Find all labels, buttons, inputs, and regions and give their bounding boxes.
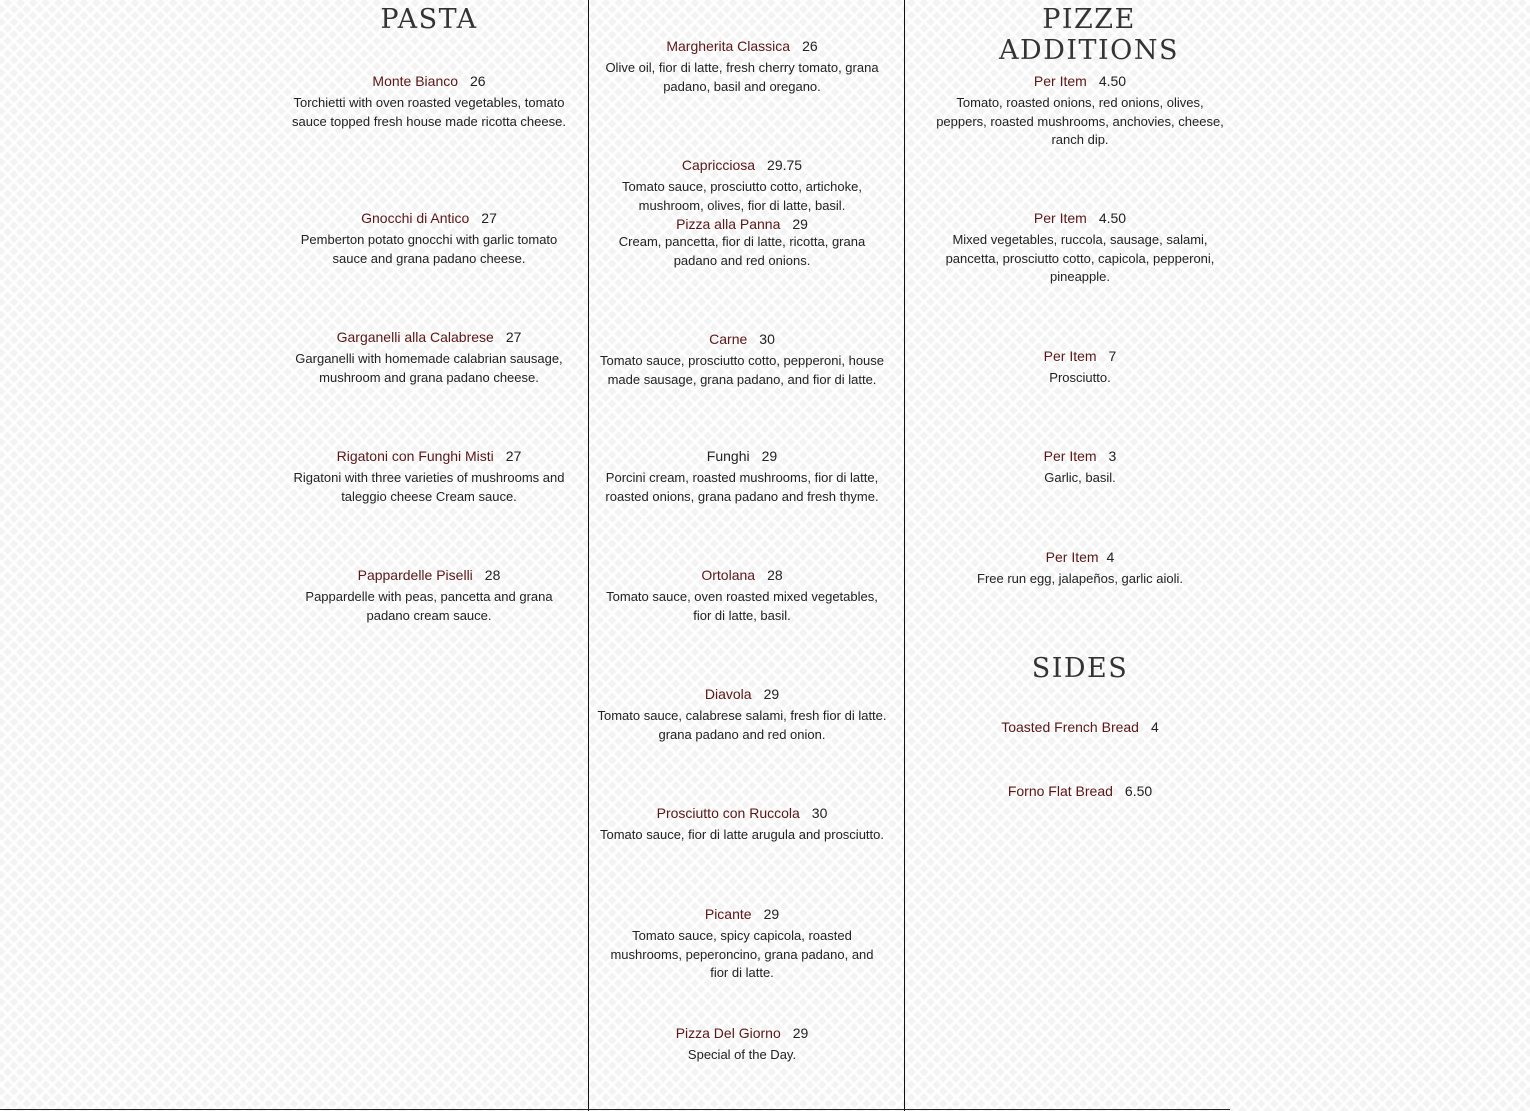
menu-item (930, 72, 1230, 150)
menu-item (288, 566, 570, 625)
menu-item (596, 447, 888, 506)
menu-item (596, 156, 888, 215)
item-price: 4 (1106, 549, 1115, 565)
sides-heading: SIDES (1031, 653, 1129, 684)
item-price: 30 (811, 805, 828, 821)
menu-item (596, 566, 888, 625)
item-name: Gnocchi di Antico (361, 210, 470, 226)
menu-item (930, 447, 1230, 488)
item-description: Tomato sauce, fior di latte arugula and prosciutto. (600, 827, 884, 842)
item-price: 4 (1150, 719, 1159, 735)
item-description: Special of the Day. (687, 1047, 797, 1062)
item-name: Pizza alla Panna (676, 216, 781, 232)
menu-item (596, 215, 888, 270)
item-name: Per Item (1033, 210, 1087, 226)
item-price: 28 (767, 567, 783, 583)
menu-item (288, 72, 570, 131)
menu-item (596, 37, 888, 96)
menu-item (930, 782, 1230, 800)
item-name: Diavola (704, 686, 752, 702)
item-name: Toasted French Bread (1001, 719, 1139, 735)
item-price: 26 (802, 38, 818, 54)
item-description: Tomato sauce, oven roasted mixed vegetables, fior di latte, basil. (606, 589, 878, 623)
item-name: Prosciutto con Ruccola (656, 805, 800, 821)
item-price: 3 (1108, 448, 1117, 464)
item-description: Tomato sauce, prosciutto cotto, artichoke, mushroom, olives, fior di latte, basil. (622, 179, 862, 213)
item-price: 29 (792, 216, 808, 232)
item-description: Garlic, basil. (1044, 470, 1116, 485)
item-description: Free run egg, jalapeños, garlic aioli. (977, 571, 1183, 586)
menu-item (288, 447, 570, 506)
item-description: Olive oil, fior di latte, fresh cherry tomato, grana padano, basil and oregano. (605, 60, 879, 94)
item-name: Per Item (1043, 448, 1097, 464)
item-price: 4.50 (1098, 210, 1127, 226)
item-description: Tomato, roasted onions, red onions, olives, peppers, roasted mushrooms, anchovies, cheese, ranch dip. (936, 95, 1224, 147)
item-description: Tomato sauce, spicy capicola, roasted mushrooms, peperoncino, grana padano, and fior di latte. (610, 928, 874, 980)
item-name: Per Item (1033, 73, 1087, 89)
item-price: 4.50 (1098, 73, 1127, 89)
item-price: 28 (484, 567, 501, 583)
menu-item (930, 718, 1230, 736)
column-divider-left (588, 0, 589, 1111)
item-name: Carne (709, 331, 748, 347)
item-description: Rigatoni with three varieties of mushrooms and taleggio cheese Cream sauce. (293, 470, 565, 504)
menu-item (596, 1024, 888, 1065)
item-description: Mixed vegetables, ruccola, sausage, salami, pancetta, prosciutto cotto, capicola, pepperoni, pineapple. (945, 232, 1215, 284)
item-price: 27 (505, 448, 522, 464)
item-price: 27 (505, 329, 522, 345)
bottom-rule (0, 1109, 1230, 1110)
menu-item (596, 804, 888, 845)
item-name: Pizza Del Giorno (675, 1025, 781, 1041)
item-description: Pappardelle with peas, pancetta and grana padano cream sauce. (305, 589, 553, 623)
menu-item (596, 685, 888, 744)
menu-item (930, 209, 1230, 287)
column-divider-right (904, 0, 905, 1111)
item-price: 7 (1108, 348, 1117, 364)
item-description: Porcini cream, roasted mushrooms, fior di latte, roasted onions, grana padano and fresh thyme. (605, 470, 879, 504)
item-name: Monte Bianco (372, 73, 459, 89)
menu-item (596, 905, 888, 983)
additions-heading: PIZZE ADDITIONS (999, 4, 1179, 66)
menu-item (288, 328, 570, 387)
item-name: Ortolana (701, 567, 756, 583)
item-description: Torchietti with oven roasted vegetables, tomato sauce topped fresh house made ricotta cheese. (292, 95, 566, 129)
item-price: 29 (761, 448, 778, 464)
item-price: 29 (763, 686, 780, 702)
item-price: 27 (481, 210, 497, 226)
item-description: Prosciutto. (1049, 370, 1111, 385)
item-price: 29.75 (767, 157, 803, 173)
item-name: Garganelli alla Calabrese (336, 329, 494, 345)
item-price: 6.50 (1124, 783, 1153, 799)
item-name: Capricciosa (681, 157, 756, 173)
menu-item (930, 548, 1230, 589)
item-name: Per Item (1045, 549, 1099, 565)
menu-item (288, 209, 570, 268)
item-name: Margherita Classica (666, 38, 791, 54)
item-description: Cream, pancetta, fior di latte, ricotta, grana padano and red onions. (618, 234, 866, 268)
item-price: 26 (470, 73, 486, 89)
item-name: Forno Flat Bread (1007, 783, 1113, 799)
item-name: Rigatoni con Funghi Misti (336, 448, 494, 464)
item-description: Tomato sauce, calabrese salami, fresh fior di latte. grana padano and red onion. (597, 708, 887, 742)
menu-item (930, 347, 1230, 388)
item-name: Funghi (706, 448, 750, 464)
item-price: 30 (759, 331, 775, 347)
item-description: Pemberton potato gnocchi with garlic tomato sauce and grana padano cheese. (300, 232, 558, 266)
item-name: Per Item (1043, 348, 1097, 364)
item-name: Pappardelle Piselli (357, 567, 473, 583)
item-price: 29 (792, 1025, 809, 1041)
pasta-heading: PASTA (380, 4, 478, 35)
menu-item (596, 330, 888, 389)
item-description: Tomato sauce, prosciutto cotto, pepperoni, house made sausage, grana padano, and fior di latte. (600, 353, 885, 387)
item-description: Garganelli with homemade calabrian sausage, mushroom and grana padano cheese. (295, 351, 563, 385)
item-name: Picante (704, 906, 752, 922)
item-price: 29 (763, 906, 780, 922)
